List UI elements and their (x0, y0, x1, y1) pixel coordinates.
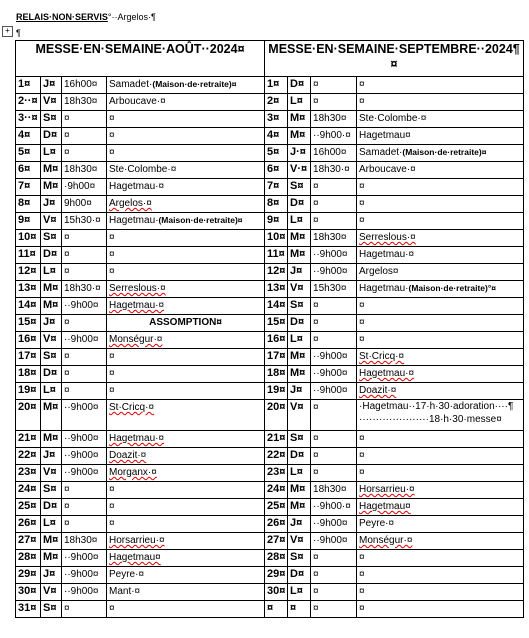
aug-day-number: 20¤ (16, 400, 41, 431)
sep-time: ··9h00·¤ (311, 128, 357, 145)
sep-weekday: S¤ (288, 431, 311, 448)
aug-weekday: J¤ (41, 77, 62, 94)
sep-weekday: D¤ (288, 315, 311, 332)
sep-day-number: 14¤ (265, 298, 288, 315)
aug-weekday: V¤ (41, 94, 62, 111)
aug-day-number: 24¤ (16, 482, 41, 499)
sep-time: ¤ (311, 179, 357, 196)
aug-place: ¤ (107, 264, 265, 281)
document-heading (16, 12, 156, 22)
sep-weekday: M¤ (288, 247, 311, 264)
aug-place: ¤ (107, 247, 265, 264)
table-anchor-icon[interactable]: + (2, 26, 13, 37)
sep-weekday: M¤ (288, 230, 311, 247)
sep-time: ¤ (311, 448, 357, 465)
sep-day-number: 5¤ (265, 145, 288, 162)
sep-weekday: V¤ (288, 281, 311, 298)
table-row (16, 516, 524, 533)
aug-time: ¤ (62, 230, 107, 247)
aug-weekday: L¤ (41, 516, 62, 533)
table-row (16, 601, 524, 618)
sep-day-number: 11¤ (265, 247, 288, 264)
sep-day-number: 8¤ (265, 196, 288, 213)
aug-weekday: S¤ (41, 482, 62, 499)
sep-weekday: V¤ (288, 400, 311, 431)
sep-time: 18h30¤ (311, 230, 357, 247)
sep-time: ··9h00¤ (311, 366, 357, 383)
sep-time: ··9h00¤ (311, 533, 357, 550)
aug-day-number: 26¤ (16, 516, 41, 533)
aug-place: Doazit·¤ (107, 448, 265, 465)
aug-time: ¤ (62, 247, 107, 264)
sep-day-number: 26¤ (265, 516, 288, 533)
aug-weekday: M¤ (41, 281, 62, 298)
sep-place: ¤ (357, 584, 524, 601)
sep-day-number: 27¤ (265, 533, 288, 550)
aug-day-number: 16¤ (16, 332, 41, 349)
aug-weekday: J¤ (41, 448, 62, 465)
sep-day-number: 12¤ (265, 264, 288, 281)
aug-time: 9h00¤ (62, 196, 107, 213)
table-row (16, 77, 524, 94)
aug-day-number: 12¤ (16, 264, 41, 281)
sep-time: ¤ (311, 315, 357, 332)
aug-place: ASSOMPTION¤ (107, 315, 265, 332)
sep-place: ¤ (357, 196, 524, 213)
aug-day-number: 25¤ (16, 499, 41, 516)
aug-time: ··9h00¤ (62, 431, 107, 448)
sep-time: ··9h00¤ (311, 516, 357, 533)
aug-day-number: 5¤ (16, 145, 41, 162)
sep-time: ¤ (311, 298, 357, 315)
aug-time: ¤ (62, 482, 107, 499)
table-row (16, 298, 524, 315)
sep-time: ¤ (311, 213, 357, 230)
sep-weekday: J·¤ (288, 145, 311, 162)
sep-day-number: 20¤ (265, 400, 288, 431)
aug-place: Monségur·¤ (107, 332, 265, 349)
sep-day-number: 1¤ (265, 77, 288, 94)
sep-day-number: 30¤ (265, 584, 288, 601)
aug-weekday: V¤ (41, 213, 62, 230)
aug-time: ¤ (62, 111, 107, 128)
aug-day-number: 6¤ (16, 162, 41, 179)
aug-weekday: L¤ (41, 145, 62, 162)
aug-day-number: 14¤ (16, 298, 41, 315)
sep-weekday: M¤ (288, 128, 311, 145)
table-row (16, 213, 524, 230)
sep-time: ¤ (311, 465, 357, 482)
sep-place: ¤ (357, 567, 524, 584)
aug-time: ¤ (62, 128, 107, 145)
sep-day-number: 2¤ (265, 94, 288, 111)
aug-time: ¤ (62, 315, 107, 332)
aug-time: 18h30·¤ (62, 281, 107, 298)
aug-day-number: 23¤ (16, 465, 41, 482)
sep-time: 18h30¤ (311, 111, 357, 128)
aug-day-number: 1¤ (16, 77, 41, 94)
sep-time: ¤ (311, 400, 357, 431)
aug-place: Arboucave·¤ (107, 94, 265, 111)
sep-day-number: 15¤ (265, 315, 288, 332)
sep-day-number: 24¤ (265, 482, 288, 499)
sep-weekday: J¤ (288, 516, 311, 533)
sep-day-number: 25¤ (265, 499, 288, 516)
aug-time: ··9h00¤ (62, 448, 107, 465)
sep-weekday: D¤ (288, 567, 311, 584)
table-row (16, 315, 524, 332)
aug-time: ¤ (62, 264, 107, 281)
sep-place: Hagetmau·(Maison·de·retraite)°¤ (357, 281, 524, 298)
sep-place: Serreslous·¤ (357, 230, 524, 247)
sep-place: ¤ (357, 77, 524, 94)
table-row (16, 482, 524, 499)
sep-day-number: 16¤ (265, 332, 288, 349)
sep-place: Hagetmau·¤ (357, 247, 524, 264)
aug-weekday: V¤ (41, 332, 62, 349)
table-row (16, 499, 524, 516)
paragraph-mark: ¶ (16, 28, 21, 38)
table-row (16, 162, 524, 179)
sep-time: ··9h00¤ (311, 247, 357, 264)
sep-place: ¤ (357, 550, 524, 567)
aug-day-number: 4¤ (16, 128, 41, 145)
aug-day-number: 30¤ (16, 584, 41, 601)
aug-time: 15h30·¤ (62, 213, 107, 230)
aug-place: ¤ (107, 366, 265, 383)
aug-time: ··9h00¤ (62, 584, 107, 601)
sep-weekday: V¤ (288, 533, 311, 550)
aug-weekday: V¤ (41, 584, 62, 601)
sep-weekday: M¤ (288, 111, 311, 128)
table-row (16, 400, 524, 431)
september-title-mark: ¤ (390, 57, 398, 71)
aug-time: ··9h00¤ (62, 400, 107, 431)
sep-weekday: J¤ (288, 383, 311, 400)
sep-time: ¤ (311, 567, 357, 584)
sep-time: ¤ (311, 332, 357, 349)
sep-weekday: D¤ (288, 448, 311, 465)
aug-place: ¤ (107, 482, 265, 499)
aug-day-number: 19¤ (16, 383, 41, 400)
sep-place: Samadet·(Maison·de·retraite)¤ (357, 145, 524, 162)
table-row (16, 94, 524, 111)
aug-place: Horsarrieu·¤ (107, 533, 265, 550)
aug-place: ¤ (107, 499, 265, 516)
sep-day-number: 10¤ (265, 230, 288, 247)
sep-weekday: S¤ (288, 550, 311, 567)
table-row (16, 145, 524, 162)
sep-place: Peyre·¤ (357, 516, 524, 533)
aug-place: ¤ (107, 516, 265, 533)
sep-place: ¤ (357, 465, 524, 482)
aug-day-number: 10¤ (16, 230, 41, 247)
sep-place: Doazit·¤ (357, 383, 524, 400)
sep-day-number: 21¤ (265, 431, 288, 448)
aug-place: ¤ (107, 145, 265, 162)
sep-day-number: ¤ (265, 601, 288, 618)
aug-time: ··9h00¤ (62, 550, 107, 567)
sep-day-number: 19¤ (265, 383, 288, 400)
aug-weekday: L¤ (41, 383, 62, 400)
sep-place: ¤ (357, 298, 524, 315)
sep-weekday: L¤ (288, 584, 311, 601)
sep-weekday: J¤ (288, 264, 311, 281)
aug-time: ¤ (62, 349, 107, 366)
sep-time: ¤ (311, 584, 357, 601)
table-row (16, 584, 524, 601)
sep-weekday: D¤ (288, 77, 311, 94)
aug-weekday: D¤ (41, 366, 62, 383)
sep-time: 18h30¤ (311, 482, 357, 499)
aug-place: Samadet·(Maison·de·retraite)¤ (107, 77, 265, 94)
sep-weekday: M¤ (288, 499, 311, 516)
aug-weekday: M¤ (41, 431, 62, 448)
mass-schedule-table (15, 40, 524, 618)
table-row (16, 383, 524, 400)
sep-weekday: M¤ (288, 482, 311, 499)
aug-time: ·9h00¤ (62, 179, 107, 196)
aug-day-number: 15¤ (16, 315, 41, 332)
table-row (16, 196, 524, 213)
sep-weekday: L¤ (288, 94, 311, 111)
aug-place: ¤ (107, 601, 265, 618)
sep-time: ··9h00¤ (311, 383, 357, 400)
sep-place: St·Cricq·¤ (357, 349, 524, 366)
aug-day-number: 21¤ (16, 431, 41, 448)
aug-time: ··9h00¤ (62, 465, 107, 482)
sep-place: Monségur·¤ (357, 533, 524, 550)
header-row (16, 41, 524, 77)
sep-weekday: V·¤ (288, 162, 311, 179)
aug-day-number: 11¤ (16, 247, 41, 264)
table-row (16, 247, 524, 264)
aug-place: ¤ (107, 383, 265, 400)
sep-time: ¤ (311, 77, 357, 94)
aug-weekday: J¤ (41, 315, 62, 332)
table-row (16, 332, 524, 349)
sep-place: Horsarrieu·¤ (357, 482, 524, 499)
aug-time: 16h00¤ (62, 77, 107, 94)
sep-place: ¤ (357, 179, 524, 196)
aug-day-number: 31¤ (16, 601, 41, 618)
aug-weekday: V¤ (41, 465, 62, 482)
aug-day-number: 2··¤ (16, 94, 41, 111)
sep-time: ¤ (311, 196, 357, 213)
table-row (16, 567, 524, 584)
sep-day-number: 17¤ (265, 349, 288, 366)
sep-place: Hagetmau·¤ (357, 366, 524, 383)
aug-time: ··9h00¤ (62, 332, 107, 349)
aug-time: ¤ (62, 516, 107, 533)
aug-time: ··9h00¤ (62, 567, 107, 584)
aug-day-number: 3··¤ (16, 111, 41, 128)
table-row (16, 533, 524, 550)
aug-place: Morganx·¤ (107, 465, 265, 482)
september-title (265, 41, 524, 77)
aug-place: Hagetmau·(Maison·de·retraite)¤ (107, 213, 265, 230)
aug-day-number: 13¤ (16, 281, 41, 298)
aug-time: 18h30¤ (62, 94, 107, 111)
sep-time: 18h30·¤ (311, 162, 357, 179)
aug-day-number: 27¤ (16, 533, 41, 550)
aug-day-number: 29¤ (16, 567, 41, 584)
aug-time: 18h30¤ (62, 162, 107, 179)
sep-time: ··9h00¤ (311, 349, 357, 366)
sep-day-number: 9¤ (265, 213, 288, 230)
table-row (16, 179, 524, 196)
aug-place: ¤ (107, 111, 265, 128)
sep-place: ·Hagetmau··17·h·30·adoration····¶ ·····················18·h·30·messe¤ (357, 400, 524, 431)
aug-day-number: 7¤ (16, 179, 41, 196)
aug-weekday: L¤ (41, 264, 62, 281)
aug-weekday: J¤ (41, 567, 62, 584)
sep-day-number: 6¤ (265, 162, 288, 179)
aug-place: Hagetmau·¤ (107, 179, 265, 196)
aug-day-number: 18¤ (16, 366, 41, 383)
aug-weekday: S¤ (41, 349, 62, 366)
aug-place: Peyre·¤ (107, 567, 265, 584)
aug-time: ¤ (62, 145, 107, 162)
aug-weekday: S¤ (41, 111, 62, 128)
sep-place: Argelos¤ (357, 264, 524, 281)
sep-day-number: 7¤ (265, 179, 288, 196)
sep-place: ¤ (357, 94, 524, 111)
sep-time: ¤ (311, 550, 357, 567)
aug-time: ¤ (62, 366, 107, 383)
august-title: MESSE·EN·SEMAINE·AOÛT··2024¤ (16, 41, 265, 77)
table-row (16, 550, 524, 567)
sep-place: Hagetmau¤ (357, 499, 524, 516)
aug-day-number: 9¤ (16, 213, 41, 230)
aug-weekday: S¤ (41, 230, 62, 247)
sep-weekday: D¤ (288, 196, 311, 213)
aug-time: ¤ (62, 499, 107, 516)
aug-place: Hagetmau·¤ (107, 298, 265, 315)
table-row (16, 366, 524, 383)
table-row (16, 448, 524, 465)
table-row (16, 281, 524, 298)
sep-place: ¤ (357, 601, 524, 618)
sep-time: ¤ (311, 431, 357, 448)
sep-place: ¤ (357, 448, 524, 465)
sep-weekday: S¤ (288, 179, 311, 196)
aug-weekday: M¤ (41, 162, 62, 179)
aug-place: ¤ (107, 230, 265, 247)
aug-day-number: 22¤ (16, 448, 41, 465)
aug-place: ¤ (107, 349, 265, 366)
aug-place: ¤ (107, 128, 265, 145)
sep-day-number: 22¤ (265, 448, 288, 465)
aug-time: ¤ (62, 383, 107, 400)
table-row (16, 349, 524, 366)
sep-weekday: M¤ (288, 349, 311, 366)
aug-weekday: D¤ (41, 128, 62, 145)
aug-weekday: M¤ (41, 400, 62, 431)
september-title-text: MESSE·EN·SEMAINE·SEPTEMBRE··2024¶ (268, 42, 520, 56)
aug-weekday: J¤ (41, 196, 62, 213)
sep-place: ¤ (357, 332, 524, 349)
aug-day-number: 8¤ (16, 196, 41, 213)
aug-weekday: S¤ (41, 601, 62, 618)
aug-place: Serreslous·¤ (107, 281, 265, 298)
sep-time: 15h30¤ (311, 281, 357, 298)
aug-time: ¤ (62, 601, 107, 618)
sep-time: ¤ (311, 601, 357, 618)
table-row (16, 128, 524, 145)
aug-place: Argelos·¤ (107, 196, 265, 213)
sep-place: ¤ (357, 213, 524, 230)
sep-weekday: L¤ (288, 465, 311, 482)
sep-weekday: L¤ (288, 332, 311, 349)
table-row (16, 431, 524, 448)
aug-day-number: 17¤ (16, 349, 41, 366)
aug-place: Hagetmau·¤ (107, 431, 265, 448)
aug-day-number: 28¤ (16, 550, 41, 567)
sep-day-number: 29¤ (265, 567, 288, 584)
aug-weekday: D¤ (41, 499, 62, 516)
aug-weekday: M¤ (41, 298, 62, 315)
aug-weekday: M¤ (41, 179, 62, 196)
sep-weekday: S¤ (288, 298, 311, 315)
sep-time: 16h00¤ (311, 145, 357, 162)
aug-place: St·Cricq·¤ (107, 400, 265, 431)
table-row (16, 465, 524, 482)
table-row (16, 111, 524, 128)
sep-day-number: 3¤ (265, 111, 288, 128)
sep-day-number: 28¤ (265, 550, 288, 567)
sep-time: ··9h00·¤ (311, 499, 357, 516)
heading-suffix: °··Argelos·¶ (107, 12, 156, 22)
sep-day-number: 18¤ (265, 366, 288, 383)
heading-label: RELAIS·NON·SERVIS (16, 12, 108, 22)
sep-time: ··9h00¤ (311, 264, 357, 281)
sep-weekday: L¤ (288, 213, 311, 230)
table-row (16, 230, 524, 247)
aug-weekday: M¤ (41, 533, 62, 550)
aug-weekday: M¤ (41, 550, 62, 567)
sep-time: ¤ (311, 94, 357, 111)
aug-place: Mant·¤ (107, 584, 265, 601)
sep-place: Hagetmau¤ (357, 128, 524, 145)
table-row (16, 264, 524, 281)
schedule-body (16, 77, 524, 618)
sep-place: ¤ (357, 315, 524, 332)
sep-day-number: 13¤ (265, 281, 288, 298)
sep-weekday: M¤ (288, 366, 311, 383)
aug-place: Hagetmau¤ (107, 550, 265, 567)
sep-weekday: ¤ (288, 601, 311, 618)
aug-time: 18h30¤ (62, 533, 107, 550)
sep-place: Ste·Colombe·¤ (357, 111, 524, 128)
sep-place: Arboucave·¤ (357, 162, 524, 179)
sep-day-number: 4¤ (265, 128, 288, 145)
aug-place: Ste·Colombe·¤ (107, 162, 265, 179)
sep-place: ¤ (357, 431, 524, 448)
aug-time: ··9h00¤ (62, 298, 107, 315)
aug-weekday: D¤ (41, 247, 62, 264)
sep-day-number: 23¤ (265, 465, 288, 482)
